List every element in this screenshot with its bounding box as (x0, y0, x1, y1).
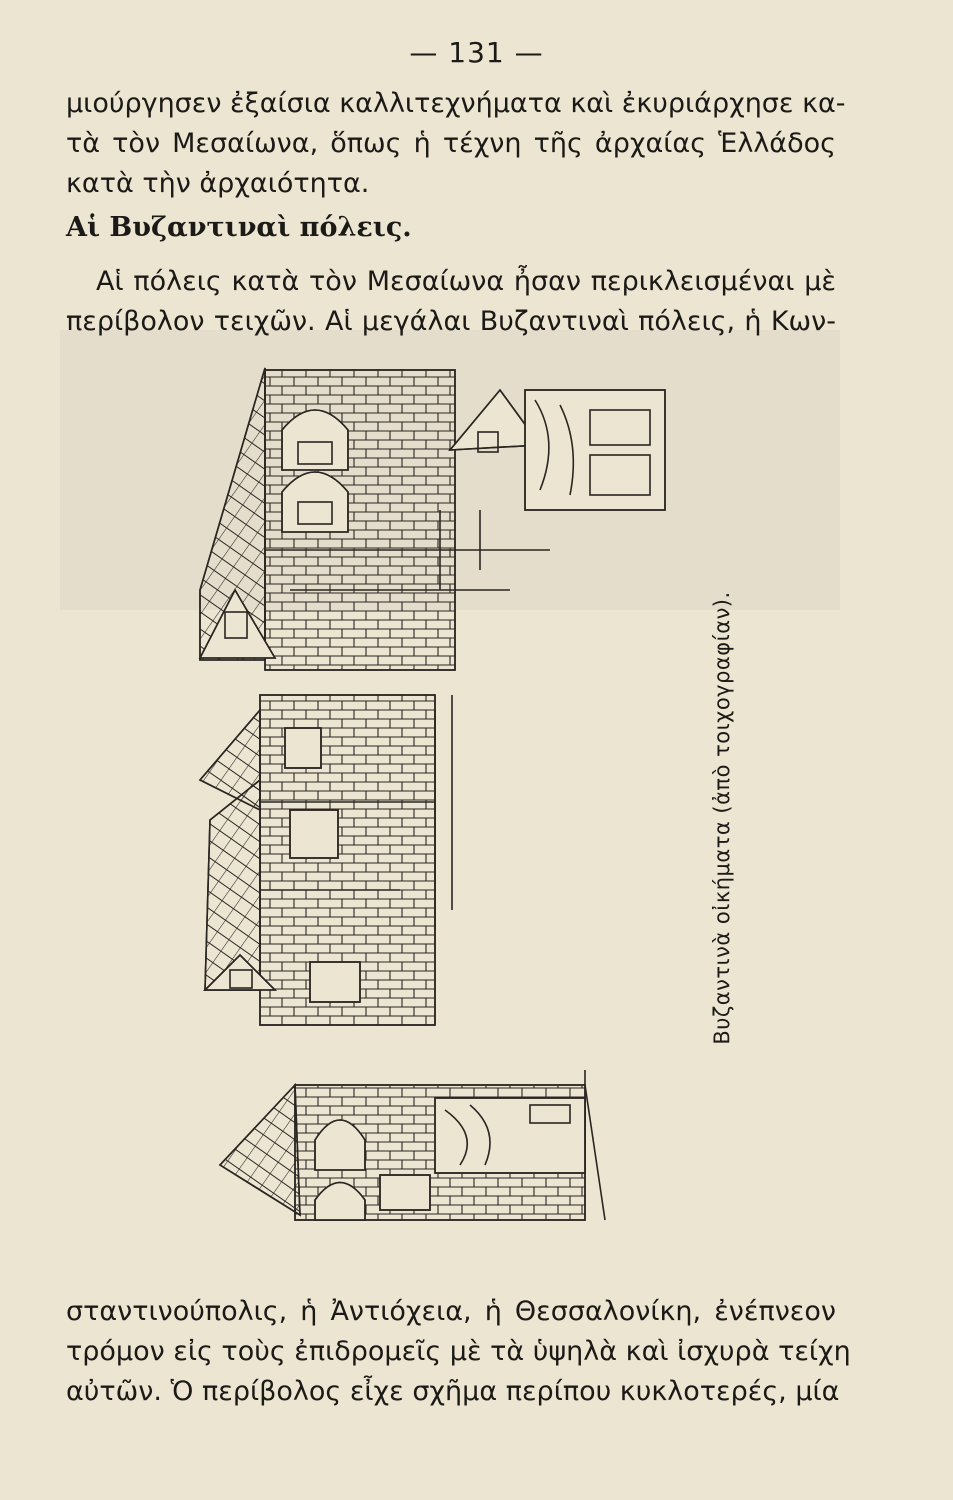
paragraph-1 (66, 84, 846, 204)
text-line: σταντινούπολις, ἡ Ἀντιόχεια, ἡ Θεσσαλονίκη, ἐνέπνεον (66, 1296, 836, 1327)
byzantine-buildings-figure (180, 350, 700, 1270)
text-line: περίβολον τειχῶν. Αἱ μεγάλαι Βυζαντιναὶ πόλεις, ἡ Κων- (66, 306, 836, 337)
text-line: Αἱ πόλεις κατὰ τὸν Μεσαίωνα ἦσαν περικλεισμέναι μὲ (96, 266, 836, 297)
paragraph-2 (66, 262, 836, 342)
text-line: κατὰ τὴν ἀρχαιότητα. (66, 168, 370, 199)
section-heading: Αἱ Βυζαντιναὶ πόλεις. (66, 212, 412, 243)
text-line: τὰ τὸν Μεσαίωνα, ὅπως ἡ τέχνη τῆς ἀρχαίας Ἑλλάδος (66, 128, 836, 159)
page-number: — 131 — (409, 36, 544, 69)
paragraph-3 (66, 1292, 851, 1412)
building-1-drawing (200, 368, 665, 670)
figure-caption: Βυζαντινὰ οἰκήματα (ἀπὸ τοιχογραφίαν). (710, 591, 734, 1045)
text-line: αὐτῶν. Ὁ περίβολος εἶχε σχῆμα περίπου κυκλοτερές, μία (66, 1376, 840, 1407)
text-line: τρόμον εἰς τοὺς ἐπιδρομεῖς μὲ τὰ ὑψηλὰ καὶ ἰσχυρὰ τείχη (66, 1336, 851, 1367)
text-line: μιούργησεν ἐξαίσια καλλιτεχνήματα καὶ ἐκυριάρχησε κα- (66, 88, 846, 119)
building-3-drawing (220, 1070, 605, 1220)
building-2-drawing (200, 695, 452, 1025)
